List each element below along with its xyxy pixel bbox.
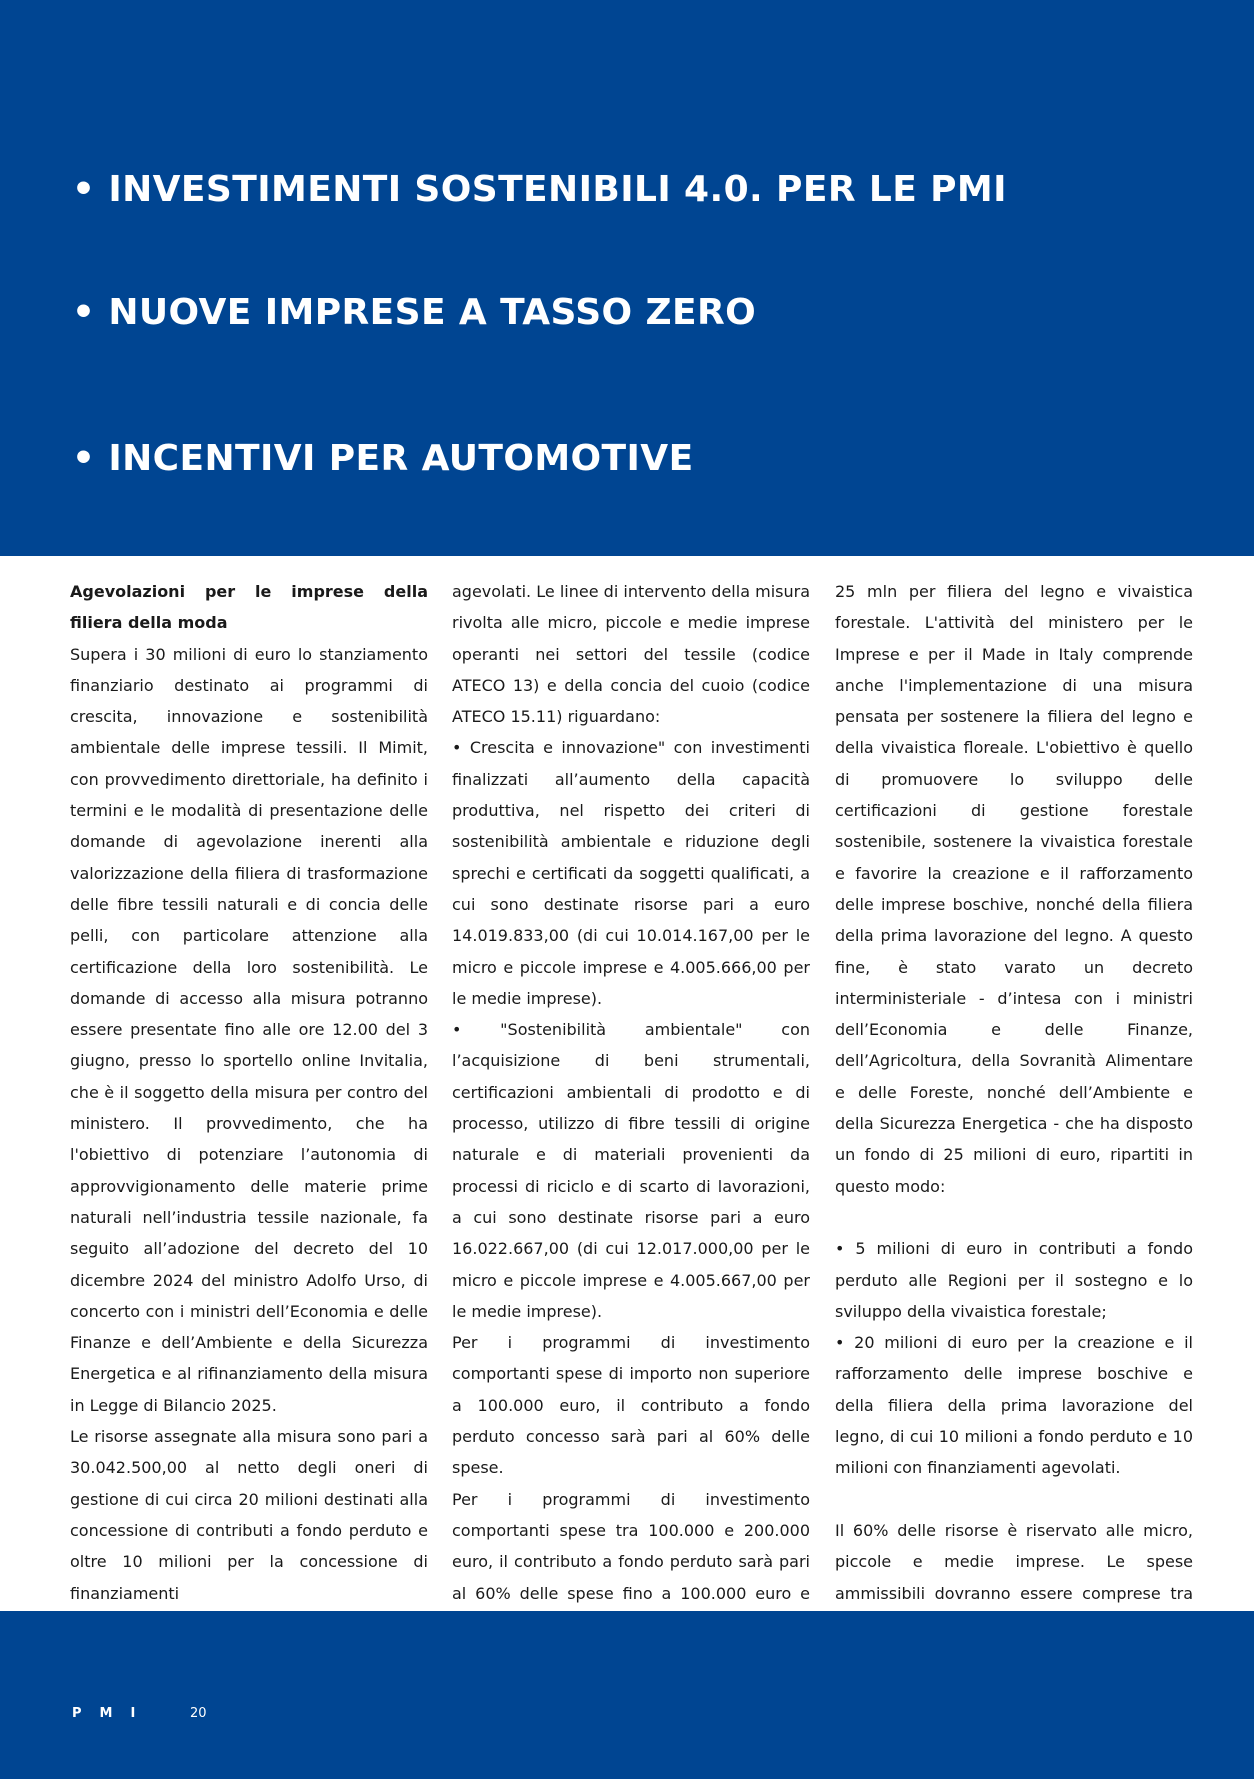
footer-band — [0, 1611, 1254, 1779]
article-subheading: Agevolazioni per le imprese della filiera della moda — [70, 582, 428, 633]
headline-automotive: • INCENTIVI PER AUTOMOTIVE — [72, 438, 694, 479]
paragraph: Il 60% delle risorse è riservato alle micro, piccole e medie imprese. Le spese ammissibili dovranno essere comprese tra — [835, 1520, 1193, 1603]
paragraph: agevolati. Le linee di intervento della misura rivolta alle micro, piccole e medie imprese operanti nei settori del tessile (codice ATECO 13) e della concia del cuoio (codice ATECO 15.11) riguardano: — [452, 582, 810, 727]
bullet-paragraph: • "Sostenibilità ambientale" con l’acquisizione di beni strumentali, certificazioni ambientali di prodotto e di processo, utilizzo di fibre tessili di origine naturale e di materiali provenienti da processi di riciclo e di scarto di lavorazioni, a cui sono destinate risorse pari a euro 16.022.667,00 (di cui 12.017.000,00 per le micro e piccole imprese e 4.005.667,00 per le medie imprese). — [452, 1020, 810, 1321]
paragraph: Per i programmi di investimento comportanti spese tra 100.000 e 200.000 euro, il contributo a fondo perduto sarà pari al 60% delle spese fino a 100.000 euro e — [452, 1489, 810, 1603]
bullet-paragraph: • 5 milioni di euro in contributi a fondo perduto alle Regioni per il sostegno e lo sviluppo della vivaistica forestale; — [835, 1239, 1193, 1321]
spacer — [835, 1484, 1193, 1515]
article-column-3 — [835, 576, 1193, 1640]
page-number: 20 — [190, 1706, 207, 1721]
footer-label: PMI — [72, 1706, 154, 1721]
header-banner — [0, 0, 1254, 556]
bullet-paragraph: • Crescita e innovazione" con investimenti finalizzati all’aumento della capacità produttiva, nel rispetto dei criteri di sostenibilità ambientale e riduzione degli sprechi e certificati da soggetti qualificati, a cui sono destinate risorse pari a euro 14.019.833,00 (di cui 10.014.167,00 per le micro e piccole imprese e 4.005.666,00 per le medie imprese). — [452, 738, 810, 1008]
bullet-paragraph: • 20 milioni di euro per la creazione e il rafforzamento delle imprese boschive e della filiera della prima lavorazione del legno, di cui 10 milioni a fondo perduto e 10 milioni con finanziamenti agevolati. — [835, 1333, 1193, 1478]
article-column-2 — [452, 576, 810, 1671]
article-column-1 — [70, 576, 428, 1609]
paragraph: Le risorse assegnate alla misura sono pari a 30.042.500,00 al netto degli oneri di gestione di cui circa 20 milioni destinati alla concessione di contributi a fondo perduto e oltre 10 milioni per la concessione di finanziamenti — [70, 1427, 428, 1603]
paragraph: Per i programmi di investimento comportanti spese di importo non superiore a 100.000 euro, il contributo a fondo perduto concesso sarà pari al 60% delle spese. — [452, 1333, 810, 1478]
article-body — [0, 576, 1254, 1603]
paragraph: 25 mln per filiera del legno e vivaistica forestale. L'attività del ministero per le Imprese e per il Made in Italy comprende anche l'implementazione di una misura pensata per sostenere la filiera del legno e della vivaistica floreale. L'obiettivo è quello di promuovere lo sviluppo delle certificazioni di gestione forestale sostenibile, sostenere la vivaistica forestale e favorire la creazione e il rafforzamento delle imprese boschive, nonché della filiera della prima lavorazione del legno. A questo fine, è stato varato un decreto interministeriale - d’intesa con i ministri dell’Economia e delle Finanze, dell’Agricoltura, della Sovranità Alimentare e delle Foreste, nonché dell’Ambiente e della Sicurezza Energetica - che ha disposto un fondo di 25 milioni di euro, ripartiti in questo modo: — [835, 582, 1193, 1196]
headline-investimenti: • INVESTIMENTI SOSTENIBILI 4.0. PER LE PMI — [72, 169, 1007, 210]
paragraph: Supera i 30 milioni di euro lo stanziamento finanziario destinato ai programmi di crescita, innovazione e sostenibilità ambientale delle imprese tessili. Il Mimit, con provvedimento direttoriale, ha definito i termini e le modalità di presentazione delle domande di agevolazione inerenti alla valorizzazione della filiera di trasformazione delle fibre tessili naturali e di concia delle pelli, con particolare attenzione alla certificazione della loro sostenibilità. Le domande di accesso alla misura potranno essere presentate fino alle ore 12.00 del 3 giugno, presso lo sportello online Invitalia, che è il soggetto della misura per contro del ministero. Il provvedimento, che ha l'obiettivo di potenziare l’autonomia di approvvigionamento delle materie prime naturali nell’industria tessile nazionale, fa seguito all’adozione del decreto del 10 dicembre 2024 del ministro Adolfo Urso, di concerto con i ministri dell’Economia e delle Finanze e dell’Ambiente e della Sicurezza Energetica e al rifinanziamento della misura in Legge di Bilancio 2025. — [70, 644, 428, 1415]
headline-nuove-imprese: • NUOVE IMPRESE A TASSO ZERO — [72, 292, 757, 333]
spacer — [835, 1202, 1193, 1233]
